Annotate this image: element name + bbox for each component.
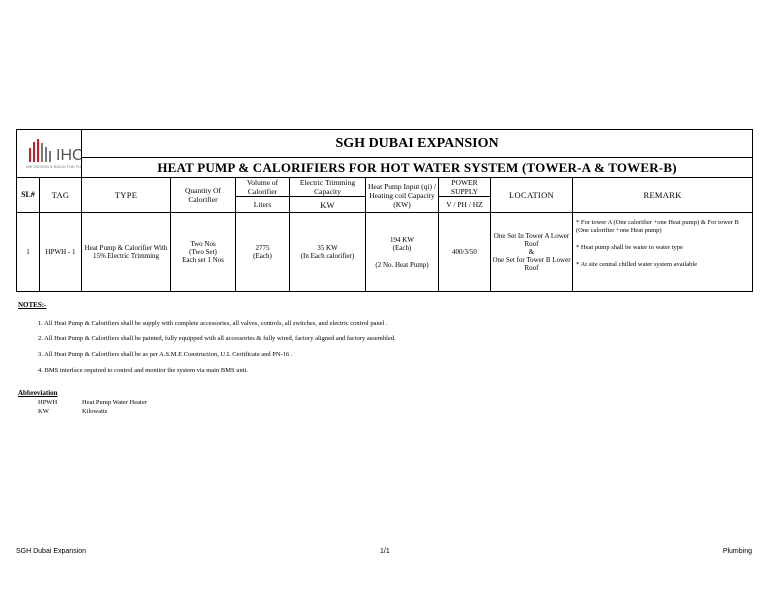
cell-sl: 1 xyxy=(17,213,40,292)
col-trim: Electric Trimming Capacity xyxy=(290,178,366,197)
note-item: 2. All Heat Pump & Calorifiers shall be painted, fully equipped with all accessories & fully wired, factory aligned and factory assembled. xyxy=(38,335,396,342)
col-power-unit: V / PH / HZ xyxy=(439,197,491,213)
hp-line-3: (2 No. Heat Pump) xyxy=(375,260,429,269)
col-power: POWER SUPPLY xyxy=(439,178,491,197)
col-location: LOCATION xyxy=(491,178,573,213)
qty-line-3: Each set 1 Nos xyxy=(182,256,224,264)
trim-line-2: (In Each calorifier) xyxy=(300,252,355,260)
hp-line-2: (Each) xyxy=(392,243,412,252)
footer-right: Plumbing xyxy=(722,548,752,555)
volume-line-1: 2775 xyxy=(255,244,270,252)
logo-tagline: WE DESIGN & BUILD THE FUTURE xyxy=(26,164,92,169)
col-qty: Quantity Of Calorifier xyxy=(171,178,236,213)
cell-qty xyxy=(171,213,236,292)
cell-location xyxy=(491,213,573,292)
col-heat-pump: Heat Pump Input (qi) / Heating coil Capacity (KW) xyxy=(366,178,439,213)
remark-1: * For tower A (One calorifier +one Heat pump) & For tower B (One calorifier +one Heat pump) xyxy=(576,219,739,234)
hp-line-1: 194 KW xyxy=(390,235,414,244)
notes-section xyxy=(18,301,46,310)
volume-line-2: (Each) xyxy=(253,252,272,260)
loc-line-1: One Set In Tower A Lower Roof xyxy=(493,232,570,248)
qty-line-2: (Two Set) xyxy=(189,248,217,256)
cell-remark xyxy=(573,213,753,292)
ihcc-logo xyxy=(23,134,96,170)
abbr-code: HPWH xyxy=(38,399,58,406)
logo-cell xyxy=(17,130,96,178)
abbr-meaning: Heat Pump Water Heater xyxy=(82,399,147,406)
cell-heat-pump xyxy=(366,213,439,292)
schedule-table xyxy=(16,129,753,292)
abbr-meaning: Kilowatts xyxy=(82,408,108,415)
col-volume-unit: Liters xyxy=(236,197,290,213)
qty-line-1: Two Nos xyxy=(190,240,216,248)
abbreviation-title: Abbreviation xyxy=(18,389,58,397)
project-title: SGH DUBAI EXPANSION xyxy=(82,130,753,158)
table-row xyxy=(17,213,753,292)
cell-tag: HPWH - 1 xyxy=(40,213,82,292)
footer-page-number: 1/1 xyxy=(380,548,390,555)
abbr-code: KW xyxy=(38,408,49,415)
note-item: 1. All Heat Pump & Calorifiers shall be supply with complete accessories, all valves, controls, all switches, and electric control panel . xyxy=(38,320,388,327)
loc-line-2: & xyxy=(528,248,535,256)
cell-volume xyxy=(236,213,290,292)
col-tag: TAG xyxy=(40,178,82,213)
loc-line-3: One Set for Tower B Lower Roof xyxy=(492,256,571,272)
col-sl: SL# xyxy=(17,178,40,213)
col-remark: REMARK xyxy=(573,178,753,213)
remark-2: * Heat pump shall be water to water type xyxy=(576,244,683,251)
note-item: 4. BMS interface required to control and monitor the system via main BMS unit. xyxy=(38,367,248,374)
col-volume: Volume of Calorifier xyxy=(236,178,290,197)
table-title: HEAT PUMP & CALORIFIERS FOR HOT WATER SYSTEM (TOWER-A & TOWER-B) xyxy=(82,158,753,178)
cell-type: Heat Pump & Calorifier With 15% Electric Trimming xyxy=(82,213,171,292)
logo-text: IHCC xyxy=(56,147,96,164)
cell-trim xyxy=(290,213,366,292)
col-trim-unit: KW xyxy=(290,197,366,213)
col-type: TYPE xyxy=(82,178,171,213)
footer-left: SGH Dubai Expansion xyxy=(16,548,87,555)
cell-power: 400/3/50 xyxy=(439,213,491,292)
notes-title: NOTES:- xyxy=(18,301,47,309)
trim-line-1: 35 KW xyxy=(317,244,338,252)
note-item: 3. All Heat Pump & Calorifiers shall be as per A.S.M.E Construction, U.L Certificate and PN-16 . xyxy=(38,351,293,358)
remark-3: * At site central chilled water system available xyxy=(576,261,698,268)
